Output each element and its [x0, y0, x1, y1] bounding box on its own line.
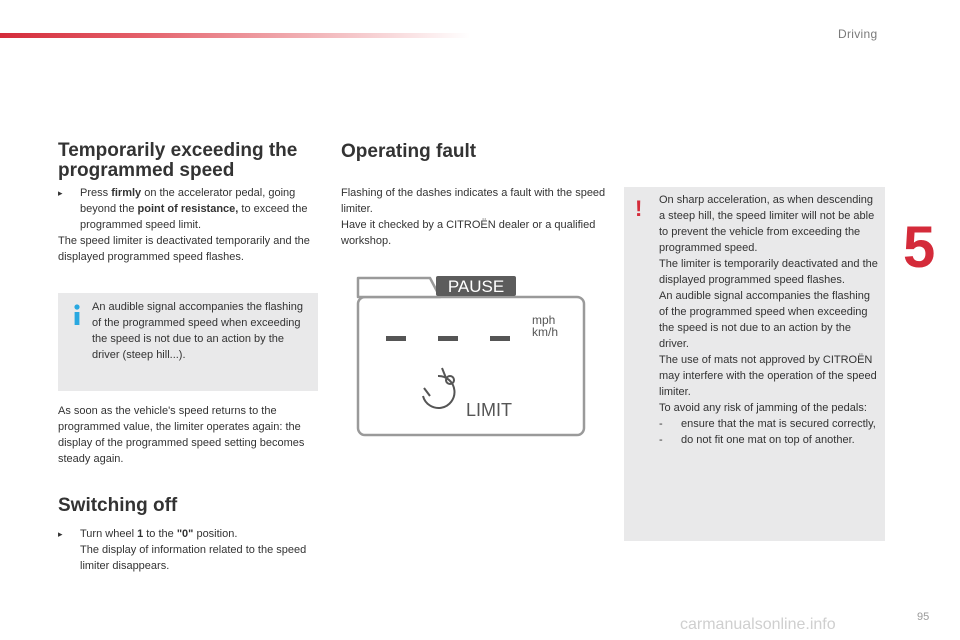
info-box: [58, 293, 318, 391]
fault-paragraph: Flashing of the dashes indicates a fault with the speed limiter. Have it checked by a CITROËN dealer or a qualified workshop.: [341, 187, 606, 247]
warning-text: [659, 192, 881, 448]
bullet-arrow-icon: ▸: [58, 188, 63, 198]
unit-mph: mph: [532, 313, 556, 327]
heading-temporarily-exceeding: Temporarily exceeding the programmed speed: [58, 140, 298, 181]
limit-label: LIMIT: [466, 400, 513, 420]
warning-list-item: - do not fit one mat on top of another.: [659, 434, 855, 446]
warning-p1: On sharp acceleration, as when descending a steep hill, the speed limiter will not be able to prevent the vehicle from exceeding the programmed speed.: [659, 194, 875, 254]
unit-kmh: km/h: [532, 325, 559, 339]
warning-exclamation-icon: !: [635, 196, 643, 221]
warning-box: [624, 187, 885, 541]
dash-2: [438, 336, 458, 341]
heading-switching-off: Switching off: [58, 495, 178, 516]
watermark: carmanualsonline.info: [680, 616, 836, 633]
return-paragraph: As soon as the vehicle's speed returns to the programmed value, the limiter operates again: the display of the programmed speed setting becomes steady again.: [58, 405, 305, 465]
deactivated-paragraph: The speed limiter is deactivated temporarily and the displayed programmed speed flashes.: [58, 235, 310, 263]
warning-p2: The limiter is temporarily deactivated and the displayed programmed speed flashes.: [659, 258, 878, 286]
info-icon: [70, 304, 84, 326]
chapter-number: 5: [903, 215, 936, 280]
dash-3: [490, 336, 510, 341]
bullet-text: Press firmly on the accelerator pedal, going beyond the point of resistance, to exceed the programmed speed limit.: [80, 187, 308, 231]
bullet-arrow-icon: ▸: [58, 529, 63, 539]
warning-p3: An audible signal accompanies the flashing of the programmed speed when exceeding the speed is not due to an action by the driver.: [659, 290, 870, 350]
warning-p5: To avoid any risk of jamming of the pedals:: [659, 402, 867, 414]
header-accent-bar: [0, 33, 470, 38]
warning-list-item: - ensure that the mat is secured correctly,: [659, 418, 876, 430]
pause-label: PAUSE: [447, 277, 505, 296]
heading-operating-fault: Operating fault: [341, 141, 477, 162]
section-title: Driving: [838, 27, 878, 41]
page-number: 95: [917, 611, 930, 623]
dash-1: [386, 336, 406, 341]
warning-p4: The use of mats not approved by CITROËN may interfere with the operation of the speed limiter.: [659, 354, 877, 398]
info-text: An audible signal accompanies the flashing of the programmed speed when exceeding the speed is not due to an action by the driver (steep hill...).: [92, 301, 303, 361]
bullet-text: Turn wheel 1 to the "0" position. The display of information related to the speed limiter disappears.: [80, 528, 307, 572]
speed-limiter-display-illustration: [356, 270, 586, 438]
